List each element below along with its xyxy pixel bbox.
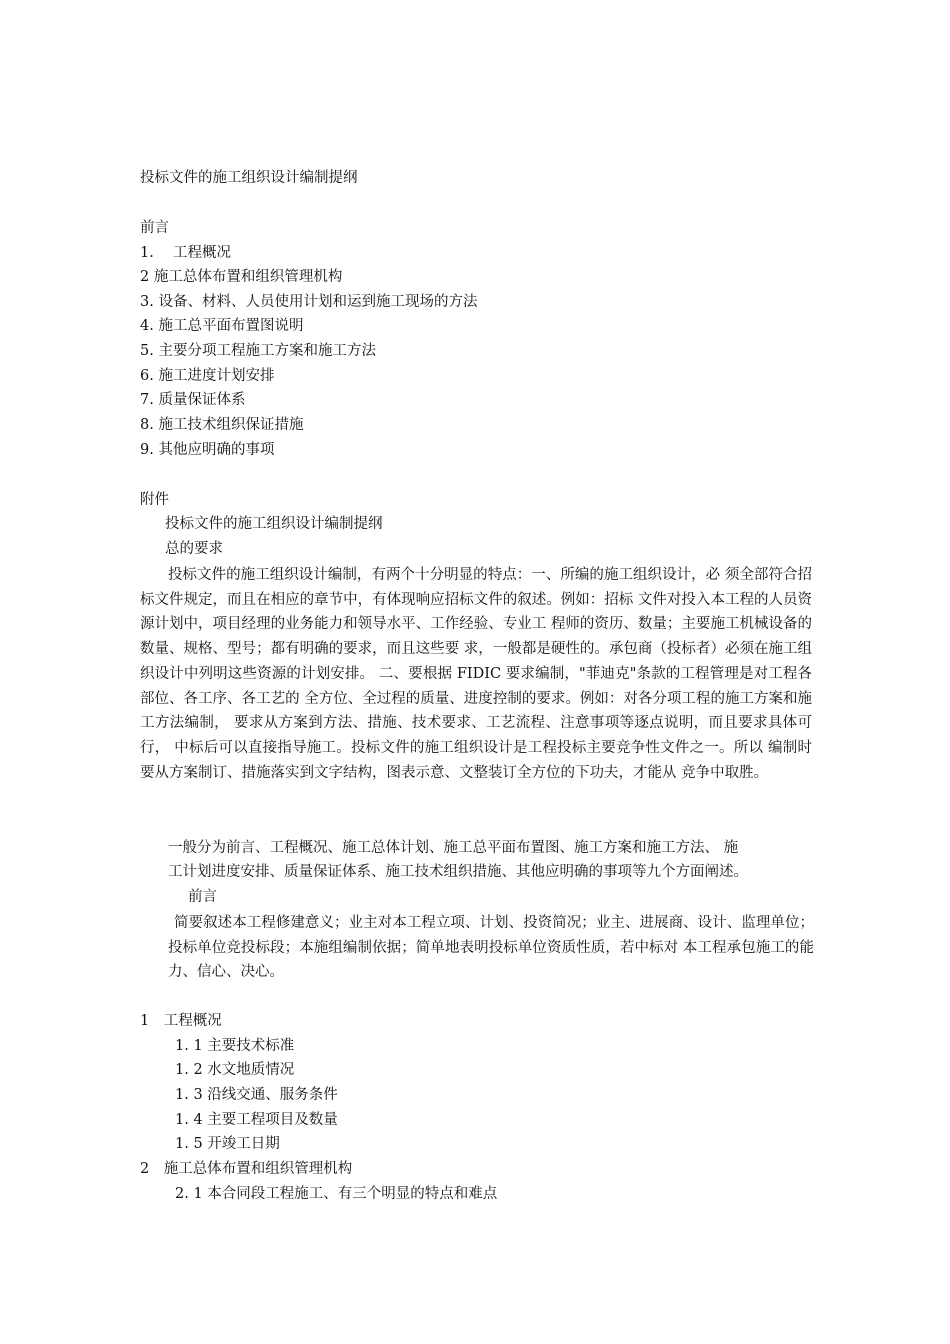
section-heading: 2 施工总体布置和组织管理机构	[140, 1161, 353, 1177]
preface-heading: 前言	[188, 889, 217, 905]
subsection-item: 1. 4 主要工程项目及数量	[175, 1112, 338, 1128]
scope-paragraph-line: 一般分为前言、工程概况、施工总体计划、施工总平面布置图、施工方案和施工方法、 施	[168, 840, 739, 856]
toc-item: 3. 设备、材料、人员使用计划和运到施工现场的方法	[140, 294, 478, 310]
subsection-item: 1. 3 沿线交通、服务条件	[175, 1087, 338, 1103]
section-heading: 1 工程概况	[140, 1013, 222, 1029]
general-heading: 总的要求	[165, 541, 223, 557]
subsection-item: 1. 1 主要技术标准	[175, 1038, 295, 1054]
subsection-item: 1. 2 水文地质情况	[175, 1062, 295, 1078]
toc-item: 9. 其他应明确的事项	[140, 442, 275, 458]
toc-item: 2 施工总体布置和组织管理机构	[140, 269, 343, 285]
document-title: 投标文件的施工组织设计编制提纲	[140, 170, 358, 186]
toc-item: 6. 施工进度计划安排	[140, 368, 275, 384]
appendix-label: 附件	[140, 492, 169, 508]
preface-paragraph: 简要叙述本工程修建意义；业主对本工程立项、计划、投资简况；业主、进展商、设计、监理单位；投标单位竞投标段；本施组编制依据；简单地表明投标单位资质性质，若中标对 本工程承包施工的能力、信心、决心。	[168, 915, 814, 981]
scope-paragraph-line: 工计划进度安排、质量保证体系、施工技术组织措施、其他应明确的事项等九个方面阐述。	[168, 864, 748, 880]
general-requirements-paragraph: 投标文件的施工组织设计编制，有两个十分明显的特点：一、所编的施工组织设计，必 须全部符合招标文件规定，而且在相应的章节中，有体现响应招标文件的叙述。例如：招标 文件对投入本工程的人员资源计划中，项目经理的业务能力和领导水平、工作经验、专业工 程师的资历、数量；主要施工机械设备的数量、规格、型号；都有明确的要求，而且这些要 求，一般都是硬性的。承包商（投标者）必须在施工组织设计中列明这些资源的计划安排。 二、要根据 FIDIC 要求编制，"菲迪克"条款的工程管理是对工程各部位、各工序、各工艺的 全方位、全过程的质量、进度控制的要求。例如：对各分项工程的施工方案和施工方法编制， 要求从方案到方法、措施、技术要求、工艺流程、注意事项等逐点说明，而且要求具体可行， 中标后可以直接指导施工。投标文件的施工组织设计是工程投标主要竞争性文件之一。所以 编制时要从方案制订、措施落实到文字结构，图表示意、文整装订全方位的下功夫，才能从 竞争中取胜。	[140, 567, 812, 781]
subsection-item: 2. 1 本合同段工程施工、有三个明显的特点和难点	[175, 1186, 498, 1202]
toc-item: 5. 主要分项工程施工方案和施工方法	[140, 343, 376, 359]
toc-item: 4. 施工总平面布置图说明	[140, 318, 304, 334]
toc-item: 8. 施工技术组织保证措施	[140, 417, 304, 433]
toc-heading: 前言	[140, 220, 169, 236]
subsection-item: 1. 5 开竣工日期	[175, 1136, 280, 1152]
toc-item: 1. 工程概况	[140, 245, 231, 261]
appendix-title: 投标文件的施工组织设计编制提纲	[165, 516, 383, 532]
toc-item: 7. 质量保证体系	[140, 392, 246, 408]
